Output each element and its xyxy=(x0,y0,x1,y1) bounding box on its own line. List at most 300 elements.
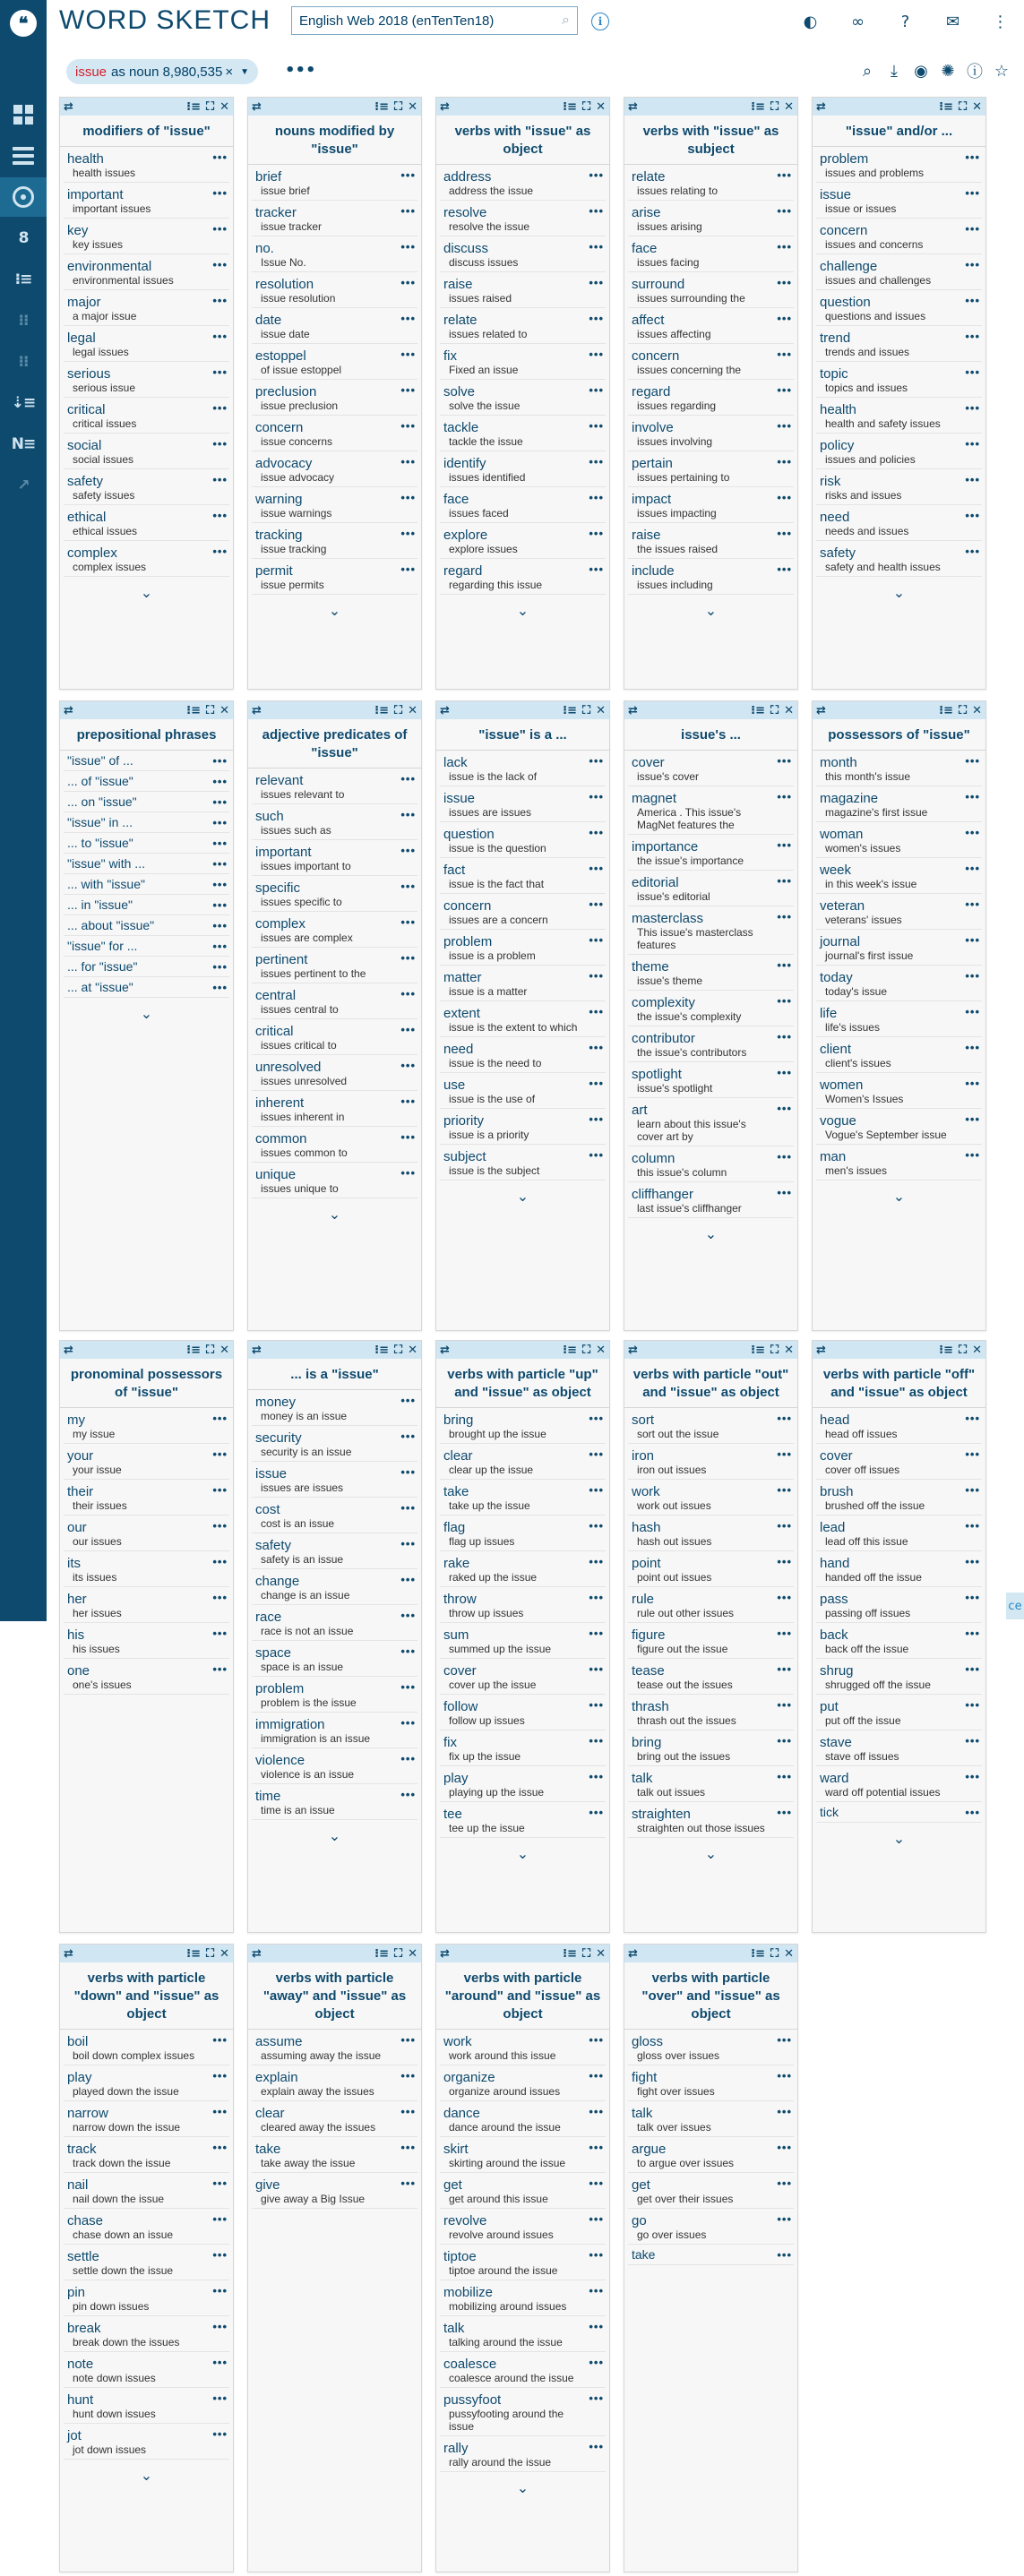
collocate-item[interactable] xyxy=(252,2137,417,2173)
collocate-item[interactable] xyxy=(440,858,606,894)
collocate-item[interactable] xyxy=(440,2352,606,2388)
more-options-icon[interactable]: ••• xyxy=(589,168,604,182)
collocate-item[interactable] xyxy=(628,523,794,559)
collocate-item[interactable] xyxy=(628,380,794,416)
collocate-item[interactable] xyxy=(628,487,794,523)
collocate-item[interactable] xyxy=(440,344,606,380)
more-options-icon[interactable]: ••• xyxy=(965,1519,980,1533)
more-options-icon[interactable]: ••• xyxy=(212,1519,228,1533)
collocate-word[interactable]: clear xyxy=(443,1448,473,1464)
collocate-word[interactable]: veteran xyxy=(820,898,865,914)
more-options-icon[interactable]: ••• xyxy=(589,383,604,397)
more-options-icon[interactable]: ••• xyxy=(777,910,792,923)
collocate-word[interactable]: critical xyxy=(67,402,106,417)
more-options-icon[interactable]: ••• xyxy=(589,1806,604,1819)
more-options-icon[interactable]: ••• xyxy=(777,383,792,397)
collocate-word[interactable]: figure xyxy=(632,1627,666,1643)
more-options-icon[interactable]: ••• xyxy=(212,2069,228,2082)
collocate-word[interactable]: security xyxy=(255,1430,302,1446)
expand-chevron-icon[interactable]: ⌄ xyxy=(516,2479,529,2496)
collocate-item[interactable] xyxy=(440,2173,606,2209)
swap-icon[interactable]: ⇄ xyxy=(440,1343,450,1357)
more-options-icon[interactable]: ••• xyxy=(777,2069,792,2082)
collocate-word[interactable]: raise xyxy=(632,528,661,543)
fullscreen-icon[interactable]: ⛶ xyxy=(393,703,403,717)
collocate-word[interactable]: issue xyxy=(443,791,476,806)
more-options-icon[interactable]: ••• xyxy=(589,562,604,576)
collocate-item[interactable] xyxy=(816,1695,982,1730)
more-options-icon[interactable]: ••• xyxy=(777,2033,792,2047)
collocate-item[interactable] xyxy=(64,977,229,998)
collocate-word[interactable]: tackle xyxy=(443,420,479,435)
collocate-word[interactable]: man xyxy=(820,1149,847,1164)
swap-icon[interactable]: ⇄ xyxy=(628,1343,638,1357)
collocate-word[interactable]: hunt xyxy=(67,2392,94,2408)
collocate-item[interactable] xyxy=(252,272,417,308)
fullscreen-icon[interactable]: ⛶ xyxy=(393,99,403,114)
collocate-word[interactable]: concern xyxy=(443,898,492,914)
feedback-icon[interactable]: ✉ xyxy=(945,12,960,31)
fullscreen-icon[interactable]: ⛶ xyxy=(205,703,215,717)
collocate-item[interactable] xyxy=(816,930,982,966)
collocate-word[interactable]: face xyxy=(632,241,658,256)
collocate-word[interactable]: clear xyxy=(255,2106,285,2121)
collocate-word[interactable]: regard xyxy=(443,563,483,579)
collocate-word[interactable]: safety xyxy=(67,474,104,489)
collocate-word[interactable]: ... about "issue" xyxy=(67,918,155,932)
collocate-word[interactable]: coalesce xyxy=(443,2357,497,2372)
collocate-word[interactable]: ... at "issue" xyxy=(67,980,133,994)
collocate-item[interactable] xyxy=(816,966,982,1001)
collocate-item[interactable] xyxy=(252,1091,417,1127)
collocate-item[interactable] xyxy=(440,751,606,786)
collocate-item[interactable] xyxy=(628,2137,794,2173)
collocate-item[interactable] xyxy=(252,912,417,948)
fullscreen-icon[interactable]: ⛶ xyxy=(205,99,215,114)
collocate-item[interactable] xyxy=(628,1802,794,1838)
collocate-word[interactable]: mobilize xyxy=(443,2285,494,2300)
collocate-item[interactable] xyxy=(816,326,982,362)
more-options-icon[interactable]: ••• xyxy=(400,2105,416,2118)
link-icon[interactable]: ∞ xyxy=(851,12,865,31)
collocate-word[interactable]: identify xyxy=(443,456,486,471)
collocate-word[interactable]: address xyxy=(443,169,492,185)
collocate-item[interactable] xyxy=(252,236,417,272)
collocate-item[interactable] xyxy=(64,2245,229,2280)
collocate-item[interactable] xyxy=(252,1605,417,1641)
more-options-icon[interactable]: ••• xyxy=(589,2248,604,2262)
collocate-item[interactable] xyxy=(628,1730,794,1766)
more-options-icon[interactable]: ••• xyxy=(212,437,228,451)
collocate-word[interactable]: pertinent xyxy=(255,952,308,967)
collocate-item[interactable] xyxy=(252,451,417,487)
collocate-item[interactable] xyxy=(64,751,229,771)
swap-icon[interactable]: ⇄ xyxy=(816,99,826,114)
more-options-icon[interactable]: ••• xyxy=(212,837,228,850)
collocate-item[interactable] xyxy=(64,2065,229,2101)
collocate-word[interactable]: discuss xyxy=(443,241,489,256)
more-options-icon[interactable]: ••• xyxy=(400,383,416,397)
sketch-diff-icon[interactable]: ⁝⁝ xyxy=(18,312,29,330)
more-options-icon[interactable]: ••• xyxy=(212,330,228,343)
collocate-word[interactable]: topic xyxy=(820,366,848,382)
collocate-word[interactable]: priority xyxy=(443,1113,485,1129)
columns-icon[interactable]: ⁝≡ xyxy=(563,99,577,114)
keywords-icon[interactable]: ⁝⁝ xyxy=(18,353,29,371)
collocate-word[interactable]: week xyxy=(820,863,852,878)
collocate-item[interactable] xyxy=(440,1037,606,1073)
collocate-word[interactable]: my xyxy=(67,1413,85,1428)
collocate-item[interactable] xyxy=(64,2316,229,2352)
collocate-word[interactable]: health xyxy=(67,151,104,167)
close-icon[interactable]: ✕ xyxy=(408,1343,417,1357)
collocate-word[interactable]: column xyxy=(632,1151,675,1166)
collocate-word[interactable]: ward xyxy=(820,1771,849,1786)
collocate-word[interactable]: safety xyxy=(255,1538,292,1553)
collocate-item[interactable] xyxy=(816,254,982,290)
collocate-item[interactable] xyxy=(628,2065,794,2101)
collocate-word[interactable]: affect xyxy=(632,313,665,328)
more-options-icon[interactable]: ••• xyxy=(589,1555,604,1568)
collocate-word[interactable]: lack xyxy=(443,755,468,770)
collocate-item[interactable] xyxy=(252,1498,417,1533)
collocate-word[interactable]: bring xyxy=(443,1413,474,1428)
collocate-item[interactable] xyxy=(64,854,229,874)
expand-chevron-icon[interactable]: ⌄ xyxy=(140,584,153,601)
more-options-icon[interactable]: ••• xyxy=(965,969,980,983)
close-icon[interactable]: ✕ xyxy=(784,99,794,114)
close-icon[interactable]: ✕ xyxy=(972,99,982,114)
more-options-icon[interactable]: ••• xyxy=(589,1005,604,1018)
more-options-icon[interactable]: ••• xyxy=(777,754,792,768)
more-options-icon[interactable]: ••• xyxy=(589,1077,604,1090)
collocate-word[interactable]: your xyxy=(67,1448,94,1464)
more-options-icon[interactable]: ••• xyxy=(965,897,980,911)
collocate-item[interactable] xyxy=(440,165,606,201)
more-options-icon[interactable]: ••• xyxy=(589,862,604,875)
collocate-word[interactable]: cover xyxy=(820,1448,853,1464)
fullscreen-icon[interactable]: ⛶ xyxy=(205,1946,215,1961)
more-options-icon[interactable]: ••• xyxy=(777,1066,792,1079)
collocate-word[interactable]: sort xyxy=(632,1413,655,1428)
more-options-icon[interactable]: ••• xyxy=(400,772,416,786)
collocate-item[interactable] xyxy=(440,487,606,523)
collocate-item[interactable] xyxy=(252,1748,417,1784)
collocate-word[interactable]: subject xyxy=(443,1149,486,1164)
collocate-item[interactable] xyxy=(64,2101,229,2137)
more-options-icon[interactable]: ••• xyxy=(400,1644,416,1658)
collocate-word[interactable]: ethical xyxy=(67,510,107,525)
info-icon[interactable]: ⓘ xyxy=(967,63,983,82)
side-tab[interactable]: ce xyxy=(1006,1593,1024,1619)
collocate-item[interactable] xyxy=(628,835,794,871)
collocate-item[interactable] xyxy=(628,1623,794,1659)
more-options-icon[interactable]: ••• xyxy=(212,2356,228,2369)
collocate-word[interactable]: challenge xyxy=(820,259,878,274)
collocate-item[interactable] xyxy=(440,2101,606,2137)
fullscreen-icon[interactable]: ⛶ xyxy=(393,1946,403,1961)
collocate-word[interactable]: work xyxy=(443,2034,472,2049)
expand-chevron-icon[interactable]: ⌄ xyxy=(516,602,529,619)
collocate-word[interactable]: date xyxy=(255,313,282,328)
collocate-item[interactable] xyxy=(628,1182,794,1218)
collocate-item[interactable] xyxy=(64,874,229,895)
more-options-icon[interactable]: ••• xyxy=(589,1112,604,1126)
more-options-icon[interactable]: ••• xyxy=(400,562,416,576)
more-options-icon[interactable]: ••• xyxy=(589,2356,604,2369)
more-options-icon[interactable]: ••• xyxy=(212,258,228,271)
collocate-word[interactable]: common xyxy=(255,1131,307,1146)
more-options-icon[interactable]: ••• xyxy=(589,1591,604,1604)
columns-icon[interactable]: ⁝≡ xyxy=(186,1343,201,1357)
collocate-word[interactable]: magnet xyxy=(632,791,677,806)
collocate-item[interactable] xyxy=(64,2137,229,2173)
collocate-item[interactable] xyxy=(816,1802,982,1823)
collocate-word[interactable]: theme xyxy=(632,959,669,975)
collocate-word[interactable]: argue xyxy=(632,2142,667,2157)
collocate-word[interactable]: organize xyxy=(443,2070,495,2085)
collocate-word[interactable]: permit xyxy=(255,563,293,579)
collocate-word[interactable]: head xyxy=(820,1413,850,1428)
expand-chevron-icon[interactable]: ⌄ xyxy=(704,602,718,619)
columns-icon[interactable]: ⁝≡ xyxy=(751,99,765,114)
collocate-item[interactable] xyxy=(816,858,982,894)
collocate-word[interactable]: flag xyxy=(443,1520,466,1535)
more-options-icon[interactable]: ••• xyxy=(400,1752,416,1765)
collocate-word[interactable]: chase xyxy=(67,2213,104,2228)
columns-icon[interactable]: ⁝≡ xyxy=(563,1946,577,1961)
more-options-icon[interactable]: ••• xyxy=(212,919,228,932)
collocate-item[interactable] xyxy=(64,2424,229,2460)
favourite-icon[interactable]: ☆ xyxy=(994,61,1010,81)
more-options-icon[interactable]: ••• xyxy=(400,1095,416,1108)
close-icon[interactable]: ✕ xyxy=(408,99,417,114)
more-options-icon[interactable]: ••• xyxy=(400,2141,416,2154)
collocate-word[interactable]: play xyxy=(67,2070,92,2085)
collocate-word[interactable]: their xyxy=(67,1484,94,1499)
more-options-icon[interactable]: ••• xyxy=(777,491,792,504)
collocate-item[interactable] xyxy=(816,398,982,434)
more-options-icon[interactable]: ••• xyxy=(212,150,228,164)
more-options-icon[interactable]: ••• xyxy=(589,897,604,911)
collocate-item[interactable] xyxy=(252,1019,417,1055)
more-options-icon[interactable]: ••• xyxy=(400,204,416,218)
collocate-item[interactable] xyxy=(64,1408,229,1444)
collocate-word[interactable]: problem xyxy=(255,1681,305,1696)
more-options-icon[interactable]: ••• xyxy=(965,1483,980,1497)
close-icon[interactable]: ✕ xyxy=(596,703,606,717)
dashboard-icon[interactable] xyxy=(0,95,47,134)
collocate-item[interactable] xyxy=(816,894,982,930)
collocate-item[interactable] xyxy=(816,822,982,858)
more-options-icon[interactable]: ••• xyxy=(400,1609,416,1622)
corpus-selector[interactable] xyxy=(291,6,578,35)
more-options-icon[interactable]: ••• xyxy=(589,204,604,218)
collocate-word[interactable]: cliffhanger xyxy=(632,1187,693,1202)
collocate-item[interactable] xyxy=(628,201,794,236)
more-options-icon[interactable]: ••• xyxy=(965,1077,980,1090)
collocate-item[interactable] xyxy=(64,915,229,936)
collocate-item[interactable] xyxy=(440,236,606,272)
swap-icon[interactable]: ⇄ xyxy=(816,1343,826,1357)
query-remove-icon[interactable]: × xyxy=(225,64,234,80)
more-options-icon[interactable]: ••• xyxy=(589,527,604,540)
more-options-icon[interactable]: ••• xyxy=(589,240,604,253)
fullscreen-icon[interactable]: ⛶ xyxy=(958,703,968,717)
swap-icon[interactable]: ⇄ xyxy=(64,99,73,114)
collocate-item[interactable] xyxy=(816,1516,982,1551)
collocate-word[interactable]: sum xyxy=(443,1627,469,1643)
close-icon[interactable]: ✕ xyxy=(219,1343,229,1357)
more-options-icon[interactable]: ••• xyxy=(212,509,228,522)
ngrams-icon[interactable]: ⇣≡ xyxy=(11,394,36,412)
thesaurus-icon[interactable]: 8 xyxy=(18,229,29,247)
more-options-icon[interactable]: ••• xyxy=(400,491,416,504)
collocate-word[interactable]: involve xyxy=(632,420,674,435)
collocate-word[interactable]: relate xyxy=(632,169,666,185)
more-options-icon[interactable]: ••• xyxy=(589,1412,604,1425)
more-options-icon[interactable]: ••• xyxy=(212,878,228,891)
collocate-word[interactable]: explore xyxy=(443,528,488,543)
collocate-word[interactable]: need xyxy=(820,510,850,525)
more-options-icon[interactable]: ••• xyxy=(777,240,792,253)
collocate-word[interactable]: tease xyxy=(632,1663,665,1679)
collocate-item[interactable] xyxy=(440,1145,606,1181)
more-options-icon[interactable]: ••• xyxy=(212,857,228,871)
more-options-icon[interactable]: ••• xyxy=(777,455,792,468)
trends-icon[interactable]: ↗ xyxy=(17,477,30,494)
more-options-icon[interactable]: ••• xyxy=(212,981,228,994)
more-options-icon[interactable]: ••• xyxy=(589,1734,604,1747)
collocate-item[interactable] xyxy=(252,2065,417,2101)
concordance-icon[interactable] xyxy=(0,136,47,176)
collocate-word[interactable]: skirt xyxy=(443,2142,469,2157)
more-options-icon[interactable]: ••• xyxy=(212,795,228,809)
collocate-item[interactable] xyxy=(64,290,229,326)
more-options-icon[interactable]: ••• xyxy=(212,294,228,307)
collocate-item[interactable] xyxy=(816,1001,982,1037)
collocate-item[interactable] xyxy=(252,1784,417,1820)
collocate-word[interactable]: concern xyxy=(255,420,304,435)
collocate-word[interactable]: nail xyxy=(67,2177,89,2193)
more-options-icon[interactable]: ••• xyxy=(212,2320,228,2333)
more-options-icon[interactable]: ••• xyxy=(400,1465,416,1479)
collocate-item[interactable] xyxy=(628,2173,794,2209)
more-options-icon[interactable]: ••• xyxy=(965,401,980,415)
more-options-icon[interactable]: ••• xyxy=(777,1770,792,1783)
fullscreen-icon[interactable]: ⛶ xyxy=(770,99,779,114)
more-options-icon[interactable]: ••• xyxy=(212,2284,228,2297)
collocate-item[interactable] xyxy=(816,183,982,219)
collocate-word[interactable]: relevant xyxy=(255,773,304,788)
query-more-icon[interactable]: ••• xyxy=(285,61,316,80)
collocate-item[interactable] xyxy=(252,2101,417,2137)
close-icon[interactable]: ✕ xyxy=(784,1946,794,1961)
more-options-icon[interactable]: ••• xyxy=(400,2069,416,2082)
menu-icon[interactable]: ⋮ xyxy=(992,12,1009,31)
more-options-icon[interactable]: ••• xyxy=(589,1698,604,1712)
collocate-item[interactable] xyxy=(440,966,606,1001)
collocate-word[interactable]: break xyxy=(67,2321,101,2336)
more-options-icon[interactable]: ••• xyxy=(212,545,228,558)
collocate-item[interactable] xyxy=(440,1516,606,1551)
collocate-item[interactable] xyxy=(628,1551,794,1587)
swap-icon[interactable]: ⇄ xyxy=(252,1343,262,1357)
more-options-icon[interactable]: ••• xyxy=(212,816,228,829)
collocate-word[interactable]: critical xyxy=(255,1024,294,1039)
collocate-item[interactable] xyxy=(64,895,229,915)
more-options-icon[interactable]: ••• xyxy=(777,1591,792,1604)
collocate-word[interactable]: policy xyxy=(820,438,855,453)
collocate-word[interactable]: issue xyxy=(820,187,852,202)
more-options-icon[interactable]: ••• xyxy=(965,1041,980,1054)
more-options-icon[interactable]: ••• xyxy=(212,960,228,974)
more-options-icon[interactable]: ••• xyxy=(212,775,228,788)
collocate-item[interactable] xyxy=(64,771,229,792)
view-icon[interactable]: ◉ xyxy=(914,61,928,81)
more-options-icon[interactable]: ••• xyxy=(400,1023,416,1036)
collocate-word[interactable]: extent xyxy=(443,1006,480,1021)
collocate-word[interactable]: tracking xyxy=(255,528,303,543)
expand-chevron-icon[interactable]: ⌄ xyxy=(328,1827,341,1844)
collocate-word[interactable]: time xyxy=(255,1789,281,1804)
collocate-item[interactable] xyxy=(252,1713,417,1748)
collocate-item[interactable] xyxy=(440,1587,606,1623)
collocate-item[interactable] xyxy=(64,957,229,977)
more-options-icon[interactable]: ••• xyxy=(212,1412,228,1425)
collocate-item[interactable] xyxy=(252,1426,417,1462)
collocate-word[interactable]: concern xyxy=(632,348,680,364)
collocate-item[interactable] xyxy=(440,1623,606,1659)
collocate-word[interactable]: follow xyxy=(443,1699,478,1714)
more-options-icon[interactable]: ••• xyxy=(589,2320,604,2333)
collocate-item[interactable] xyxy=(64,1623,229,1659)
collocate-item[interactable] xyxy=(816,1073,982,1109)
more-options-icon[interactable]: ••• xyxy=(965,1662,980,1676)
ner-icon[interactable]: N≡ xyxy=(11,435,36,453)
collocate-word[interactable]: complex xyxy=(67,545,117,561)
more-options-icon[interactable]: ••• xyxy=(965,1005,980,1018)
download-icon[interactable]: ⤓ xyxy=(891,61,898,81)
collocate-word[interactable]: ... to "issue" xyxy=(67,836,133,850)
collocate-word[interactable]: women xyxy=(820,1078,864,1093)
collocate-item[interactable] xyxy=(440,1480,606,1516)
collocate-item[interactable] xyxy=(816,751,982,786)
more-options-icon[interactable]: ••• xyxy=(965,294,980,307)
expand-chevron-icon[interactable]: ⌄ xyxy=(892,1188,906,1205)
collocate-item[interactable] xyxy=(816,1551,982,1587)
fullscreen-icon[interactable]: ⛶ xyxy=(205,1343,215,1357)
more-options-icon[interactable]: ••• xyxy=(777,874,792,888)
more-options-icon[interactable]: ••• xyxy=(777,2212,792,2226)
collocate-item[interactable] xyxy=(252,1641,417,1677)
more-options-icon[interactable]: ••• xyxy=(965,1734,980,1747)
more-options-icon[interactable]: ••• xyxy=(777,1698,792,1712)
collocate-word[interactable]: violence xyxy=(255,1753,305,1768)
collocate-word[interactable]: face xyxy=(443,492,469,507)
more-options-icon[interactable]: ••• xyxy=(589,348,604,361)
collocate-item[interactable] xyxy=(628,1098,794,1146)
collocate-item[interactable] xyxy=(816,1587,982,1623)
fullscreen-icon[interactable]: ⛶ xyxy=(770,1343,779,1357)
more-options-icon[interactable]: ••• xyxy=(400,2177,416,2190)
collocate-item[interactable] xyxy=(628,1695,794,1730)
collocate-item[interactable] xyxy=(816,147,982,183)
collocate-item[interactable] xyxy=(628,2030,794,2065)
collocate-item[interactable] xyxy=(628,906,794,955)
collocate-word[interactable]: pertain xyxy=(632,456,673,471)
collocate-word[interactable]: go xyxy=(632,2213,647,2228)
